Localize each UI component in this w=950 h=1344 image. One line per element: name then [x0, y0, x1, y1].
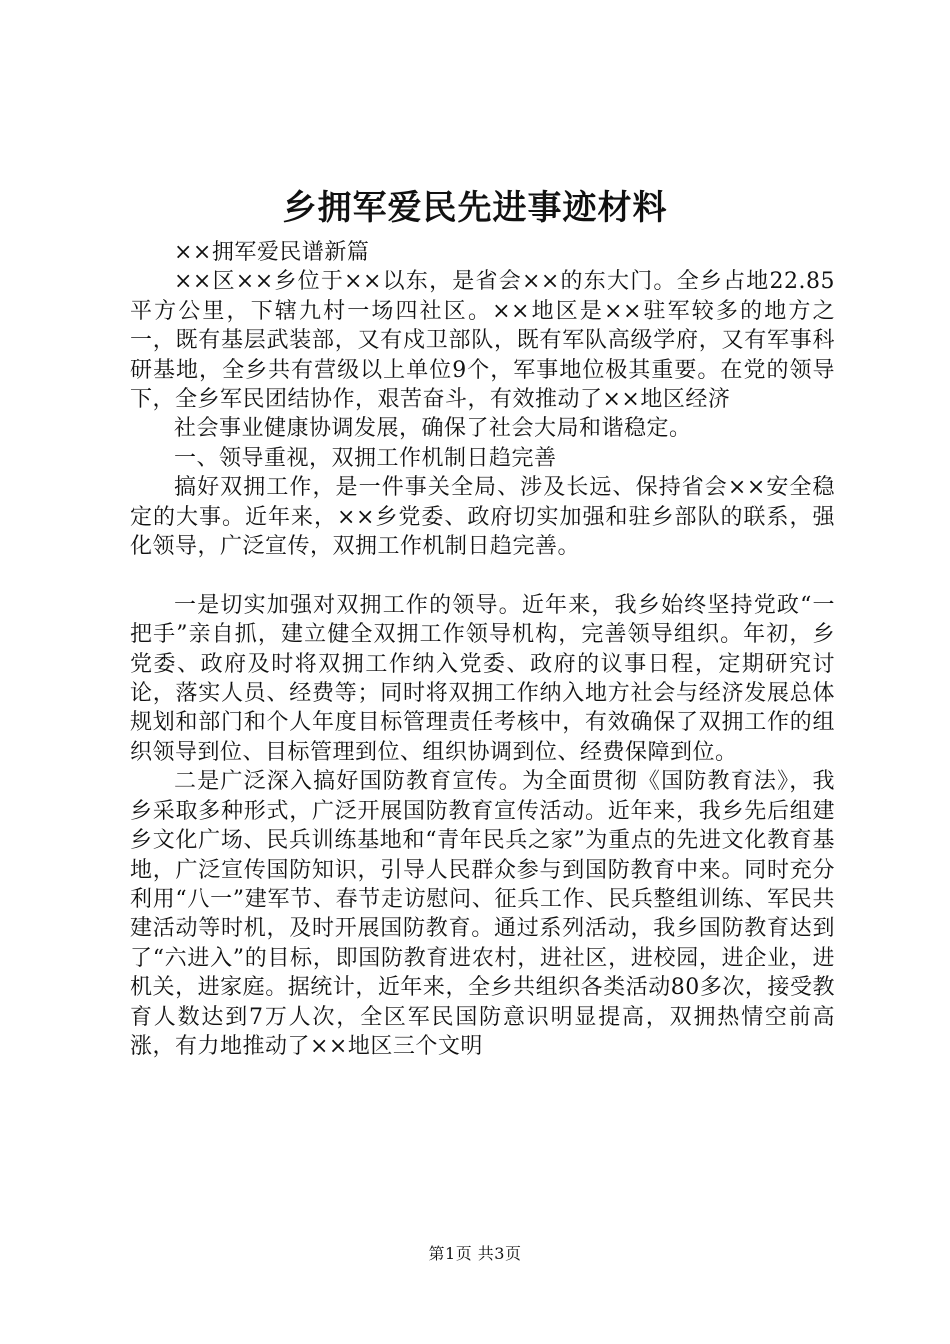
section-intro-paragraph: 搞好双拥工作，是一件事关全局、涉及长远、保持省会××安全稳定的大事。近年来，××乡党委、政府切实加强和驻乡部队的联系，强化领导，广泛宣传，双拥工作机制日趋完善。 [130, 475, 835, 560]
subtitle-paragraph: ××拥军爱民谱新篇 [174, 240, 370, 265]
point-two-paragraph: 二是广泛深入搞好国防教育宣传。为全面贯彻《国防教育法》，我乡采取多种形式，广泛开展国防教育宣传活动。近年来，我乡先后组建乡文化广场、民兵训练基地和“青年民兵之家”为重点的先进文化教育基地，广泛宣传国防知识，引导人民群众参与到国防教育中来。同时充分利用“八一”建军节、春节走访慰问、征兵工作、民兵整组训练、军民共建活动等时机，及时开展国防教育。通过系列活动，我乡国防教育达到了“六进入”的目标，即国防教育进农村，进社区，进校园，进企业，进机关，进家庭。据统计，近年来，全乡共组织各类活动80多次，接受教育人数达到7万人次，全区军民国防意识明显提高，双拥热情空前高涨，有力地推动了××地区三个文明 [130, 769, 835, 1059]
intro-continuation-paragraph: 社会事业健康协调发展，确保了社会大局和谐稳定。 [174, 416, 692, 442]
point-one-paragraph: 一是切实加强对双拥工作的领导。近年来，我乡始终坚持党政“一把手”亲自抓，建立健全双拥工作领导机构，完善领导组织。年初，乡党委、政府及时将双拥工作纳入党委、政府的议事日程，定期研究讨论，落实人员、经费等；同时将双拥工作纳入地方社会与经济发展总体规划和部门和个人年度目标管理责任考核中，有效确保了双拥工作的组织领导到位、目标管理到位、组织协调到位、经费保障到位。 [130, 592, 835, 765]
intro-paragraph: ××区××乡位于××以东，是省会××的东大门。全乡占地22.85平方公里，下辖九村一场四社区。××地区是××驻军较多的地方之一，既有基层武装部，又有戍卫部队，既有军队高级学府，又有军事科研基地，全乡共有营级以上单位9个，军事地位极其重要。在党的领导下，全乡军民团结协作，艰苦奋斗，有效推动了××地区经济 [130, 269, 835, 413]
section-heading: 一、领导重视，双拥工作机制日趋完善 [174, 445, 557, 471]
page-footer: 第1页 共3页 [428, 1244, 522, 1263]
document-title: 乡拥军爱民先进事迹材料 [282, 188, 668, 228]
document-body [130, 238, 835, 1061]
